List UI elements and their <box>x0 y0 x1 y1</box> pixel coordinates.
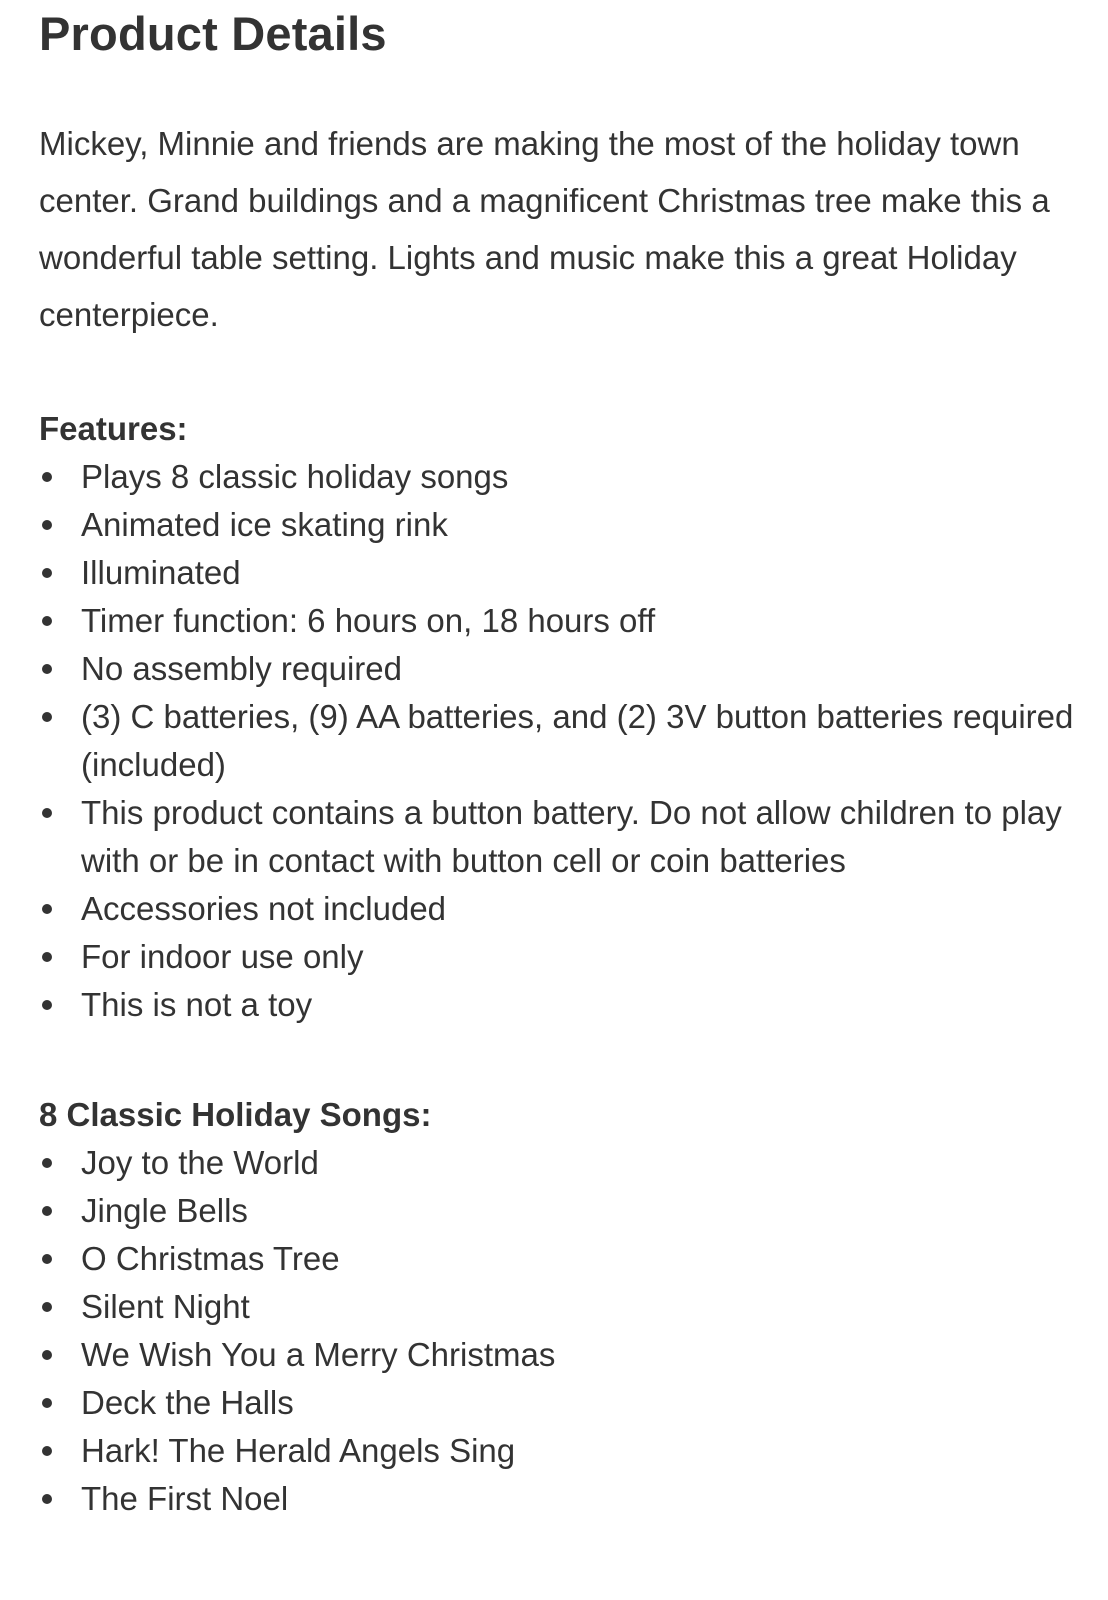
page-title: Product Details <box>39 7 387 60</box>
songs-list <box>39 1139 1079 1523</box>
feature-item: For indoor use only <box>39 933 1079 981</box>
feature-item: Timer function: 6 hours on, 18 hours off <box>39 597 1079 645</box>
feature-item: Illuminated <box>39 549 1079 597</box>
song-item: Hark! The Herald Angels Sing <box>39 1427 1079 1475</box>
product-details-document <box>39 0 1079 1523</box>
feature-item: Animated ice skating rink <box>39 501 1079 549</box>
feature-item: Plays 8 classic holiday songs <box>39 453 1079 501</box>
song-item: Jingle Bells <box>39 1187 1079 1235</box>
features-heading: Features: <box>39 410 188 447</box>
song-item: Deck the Halls <box>39 1379 1079 1427</box>
product-description: Mickey, Minnie and friends are making the most of the holiday town center. Grand buildings and a magnificent Christmas tree make this a wonderful table setting. Lights and music make this a great Holiday centerpiece. <box>39 125 1050 333</box>
feature-item: No assembly required <box>39 645 1079 693</box>
song-item: The First Noel <box>39 1475 1079 1523</box>
features-list <box>39 453 1079 1029</box>
song-item: Joy to the World <box>39 1139 1079 1187</box>
feature-item: This is not a toy <box>39 981 1079 1029</box>
feature-item: This product contains a button battery. Do not allow children to play with or be in contact with button cell or coin batteries <box>39 789 1079 885</box>
songs-heading: 8 Classic Holiday Songs: <box>39 1096 432 1133</box>
song-item: Silent Night <box>39 1283 1079 1331</box>
song-item: We Wish You a Merry Christmas <box>39 1331 1079 1379</box>
feature-item: (3) C batteries, (9) AA batteries, and (2) 3V button batteries required (included) <box>39 693 1079 789</box>
feature-item: Accessories not included <box>39 885 1079 933</box>
song-item: O Christmas Tree <box>39 1235 1079 1283</box>
